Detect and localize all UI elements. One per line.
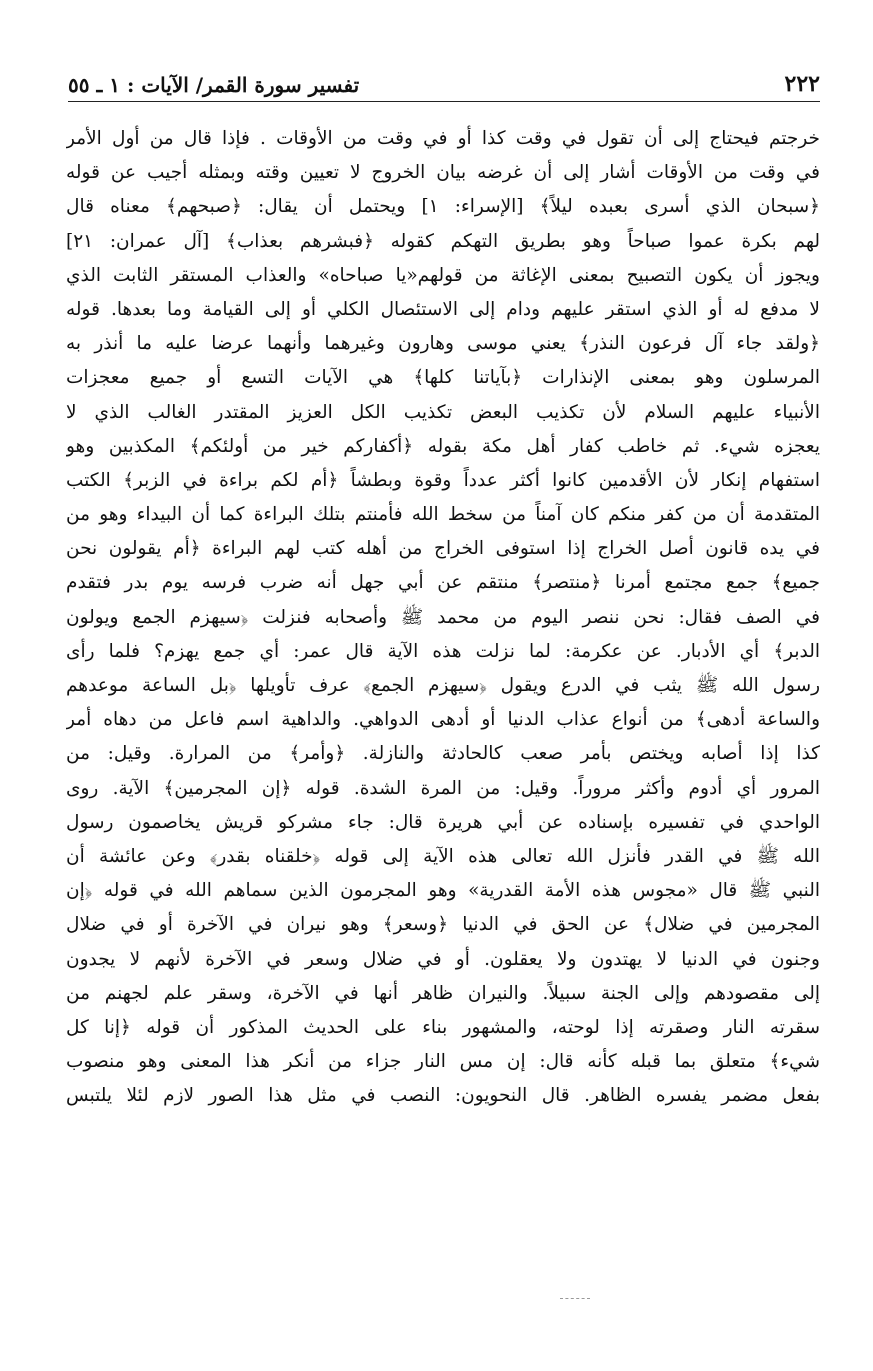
text-line: في يده قانون أصل الخراج إذا استوفى الخراج من أهله كتب لهم البراءة ﴿أم يقولون نحن xyxy=(66,538,820,560)
page-header xyxy=(68,62,820,102)
text-line: النبي ﷺ قال «مجوس هذه الأمة القدرية» وهو المجرمون الذين سماهم الله في قوله ﴿إن xyxy=(66,880,820,902)
text-line: الدبر﴾ أي الأدبار. عن عكرمة: لما نزلت هذه الآية قال عمر: أي جمع يهزم؟ فلما رأى xyxy=(66,640,820,662)
text-line: رسول الله ﷺ يثب في الدرع ويقول ﴿سيهزم الجمع﴾ عرف تأويلها ﴿بل الساعة موعدهم xyxy=(66,675,820,696)
text-line: الأنبياء عليهم السلام لأن تكذيب البعض تكذيب الكل العزيز المقتدر الغالب الذي لا xyxy=(66,401,820,423)
text-line: في وقت من الأوقات أشار إلى أن غرضه بيان الخروج لا تعيين وقته وبمثله أجيب عن قوله xyxy=(66,162,820,184)
text-line: ﴿ولقد جاء آل فرعون النذر﴾ يعني موسى وهارون وغيرهما وأنهما عرضا عليه ما أنذر به xyxy=(66,333,820,355)
text-line: المجرمين في ضلال﴾ عن الحق في الدنيا ﴿وسعر﴾ وهو نيران في الآخرة أو في ضلال xyxy=(66,914,820,936)
text-line: كذا إذا أصابه ويختص بأمر صعب كالحادثة والنازلة. ﴿وأمر﴾ من المرارة. وقيل: من xyxy=(66,743,820,765)
text-line: وجنون في الدنيا لا يهتدون ولا يعقلون. أو في ضلال وسعر في الآخرة لأنهم لا يجدون xyxy=(66,948,820,970)
text-line: لا مدفع له أو الذي استقر عليهم ودام إلى الاستئصال الكلي أو إلى القيامة وما بعدها. قوله xyxy=(66,298,820,320)
text-line: ﴿سبحان الذي أسرى بعبده ليلاً﴾ [الإسراء: ١] ويحتمل أن يقال: ﴿صبحهم﴾ معناه قال xyxy=(66,196,820,218)
text-line: إلى مقصودهم وإلى الجنة سبيلاً. والنيران ظاهر أنها في الآخرة، وسقر علم لجهنم من xyxy=(66,982,820,1004)
text-line: جميع﴾ جمع مجتمع أمرنا ﴿منتصر﴾ منتقم عن أبي جهل أنه ضرب فرسه يوم بدر فتقدم xyxy=(66,572,820,594)
text-line: استفهام إنكار لأن الأقدمين كانوا أكثر عدداً وقوة وبطشاً ﴿أم لكم براءة في الزبر﴾ الكتب xyxy=(66,469,820,491)
text-line: سقرته النار وصقرته إذا لوحته، والمشهور بناء على الحديث المذكور أن قوله ﴿إنا كل xyxy=(66,1016,820,1038)
text-line: في الصف فقال: نحن ننصر اليوم من محمد ﷺ وأصحابه فنزلت ﴿سيهزم الجمع ويولون xyxy=(66,606,820,628)
running-title: تفسير سورة القمر/ الآيات : ١ ـ ٥٥ xyxy=(68,73,360,97)
text-line: يعجزه شيء. ثم خاطب كفار أهل مكة بقوله ﴿أكفاركم خير من أولئكم﴾ المكذبين وهو xyxy=(66,435,820,457)
text-line: لهم بكرة عموا صباحاً وهو بطريق التهكم كقوله ﴿فبشرهم بعذاب﴾ [آل عمران: ٢١] xyxy=(66,230,820,252)
page-number: ٢٢٢ xyxy=(784,71,820,97)
text-line: شيء﴾ متعلق بما قبله كأنه قال: إن مس النار جزاء من أنكر هذا المعنى وهو منصوب xyxy=(66,1051,820,1073)
text-line: الواحدي في تفسيره بإسناده عن أبي هريرة قال: جاء مشركو قريش يخاصمون رسول xyxy=(66,811,820,833)
footer-mark xyxy=(560,1298,590,1301)
text-line: بفعل مضمر يفسره الظاهر. قال النحويون: النصب في مثل هذا الصور لازم لئلا يلتبس xyxy=(66,1085,820,1107)
text-line: الله ﷺ في القدر فأنزل الله تعالى هذه الآية إلى قوله ﴿خلقناه بقدر﴾ وعن عائشة أن xyxy=(66,845,820,867)
text-line: المرسلون وهو بمعنى الإنذارات ﴿بآياتنا كلها﴾ هي الآيات التسع أو جميع معجزات xyxy=(66,367,820,389)
text-line: خرجتم فيحتاج إلى أن تقول في وقت كذا أو في وقت من الأوقات . فإذا قال من أول الأمر xyxy=(66,128,820,149)
body-text xyxy=(66,122,820,1113)
text-line: والساعة أدهى﴾ من أنواع عذاب الدنيا أو أدهى الدواهي. والداهية اسم فاعل من دهاه أمر xyxy=(66,709,820,731)
text-line: ويجوز أن يكون التصبيح بمعنى الإغاثة من قولهم«يا صباحاه» والعذاب المستقر الثابت الذي xyxy=(66,264,820,286)
text-line: المرور أي أدوم وأكثر مروراً. وقيل: من المرة الشدة. قوله ﴿إن المجرمين﴾ الآية. روى xyxy=(66,777,820,799)
text-line: المتقدمة أن من كفر منكم كان آمناً من سخط الله فأمنتم بتلك البراءة كما أن البيداء وهو من xyxy=(66,504,820,526)
